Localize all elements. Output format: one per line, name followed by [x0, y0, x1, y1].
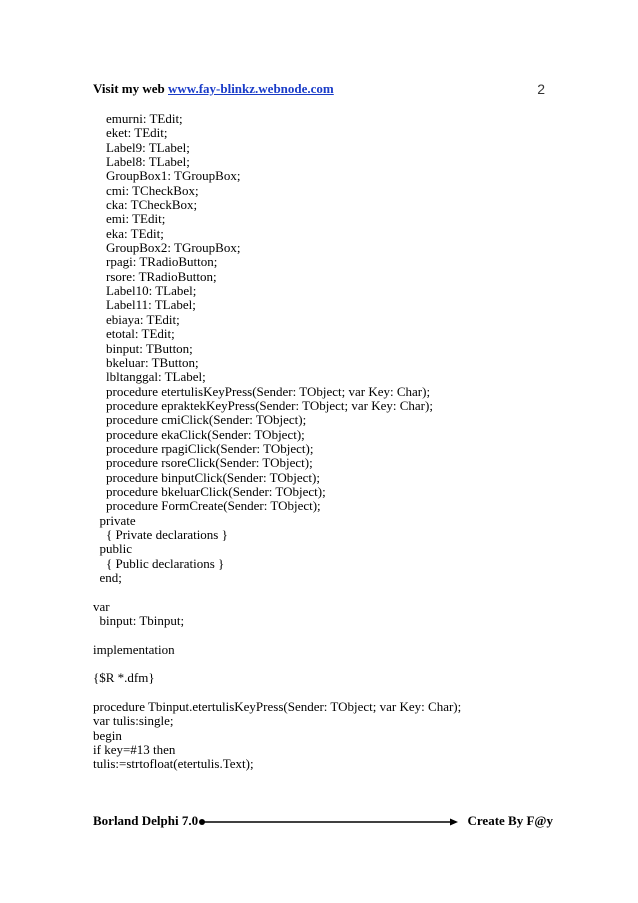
website-link[interactable]: www.fay-blinkz.webnode.com — [168, 81, 334, 96]
code-line: var tulis:single; — [93, 713, 174, 729]
code-line: var — [93, 598, 110, 614]
code-line: implementation — [93, 641, 175, 657]
code-listing — [93, 112, 553, 772]
code-line: GroupBox2: TGroupBox; — [93, 240, 241, 256]
code-line: lbltanggal: TLabel; — [93, 369, 206, 385]
code-line: emurni: TEdit; — [93, 111, 183, 126]
header-prefix: Visit my web — [93, 81, 168, 96]
code-line: end; — [93, 570, 122, 585]
code-line — [93, 657, 553, 671]
code-line: emi: TEdit; — [93, 211, 166, 227]
code-line: procedure rpagiClick(Sender: TObject); — [93, 440, 314, 456]
code-line: Label9: TLabel; — [93, 139, 190, 155]
code-line: bkeluar: TButton; — [93, 354, 199, 370]
page-footer — [93, 813, 553, 831]
code-line — [93, 628, 553, 642]
code-line: cka: TCheckBox; — [93, 197, 198, 213]
code-line: binput: TButton; — [93, 340, 193, 356]
code-line: etotal: TEdit; — [93, 326, 175, 342]
header-text — [93, 81, 334, 97]
code-line: eket: TEdit; — [93, 125, 168, 141]
code-line: procedure ekaClick(Sender: TObject); — [93, 426, 305, 442]
code-line: ebiaya: TEdit; — [93, 311, 180, 327]
code-line: procedure cmiClick(Sender: TObject); — [93, 412, 307, 428]
code-line: eka: TEdit; — [93, 225, 164, 241]
code-line: { Private declarations } — [93, 526, 228, 542]
code-line: Label10: TLabel; — [93, 283, 197, 299]
code-line: { Public declarations } — [93, 555, 225, 571]
code-line: begin — [93, 727, 122, 743]
code-line: {$R *.dfm} — [93, 670, 155, 686]
code-line: procedure FormCreate(Sender: TObject); — [93, 498, 321, 514]
code-line: rsore: TRadioButton; — [93, 268, 217, 284]
code-line — [93, 585, 553, 599]
page-number: 2 — [537, 81, 545, 97]
code-line: GroupBox1: TGroupBox; — [93, 168, 241, 184]
code-line: Label8: TLabel; — [93, 154, 190, 170]
code-line: if key=#13 then — [93, 742, 176, 758]
code-line: Label11: TLabel; — [93, 297, 196, 313]
code-line: procedure epraktekKeyPress(Sender: TObject; var Key: Char); — [93, 397, 433, 413]
code-line: procedure Tbinput.etertulisKeyPress(Sender: TObject; var Key: Char); — [93, 699, 462, 715]
footer-title: Borland Delphi 7.0 — [93, 813, 199, 828]
code-line: procedure binputClick(Sender: TObject); — [93, 469, 320, 485]
code-line: rpagi: TRadioButton; — [93, 254, 218, 270]
arrowhead-icon — [450, 819, 458, 826]
footer-arrow-rule — [198, 817, 458, 827]
code-line: private — [93, 512, 136, 528]
footer-author: Create By F@y — [467, 813, 553, 828]
page-header — [93, 81, 545, 99]
code-line: procedure bkeluarClick(Sender: TObject); — [93, 483, 326, 499]
code-line: tulis:=strtofloat(etertulis.Text); — [93, 756, 254, 772]
code-line: cmi: TCheckBox; — [93, 182, 199, 198]
code-line: binput: Tbinput; — [93, 613, 185, 629]
code-line — [93, 686, 553, 700]
code-line: public — [93, 541, 132, 557]
code-line: procedure rsoreClick(Sender: TObject); — [93, 455, 313, 471]
code-line: procedure etertulisKeyPress(Sender: TObject; var Key: Char); — [93, 383, 431, 399]
